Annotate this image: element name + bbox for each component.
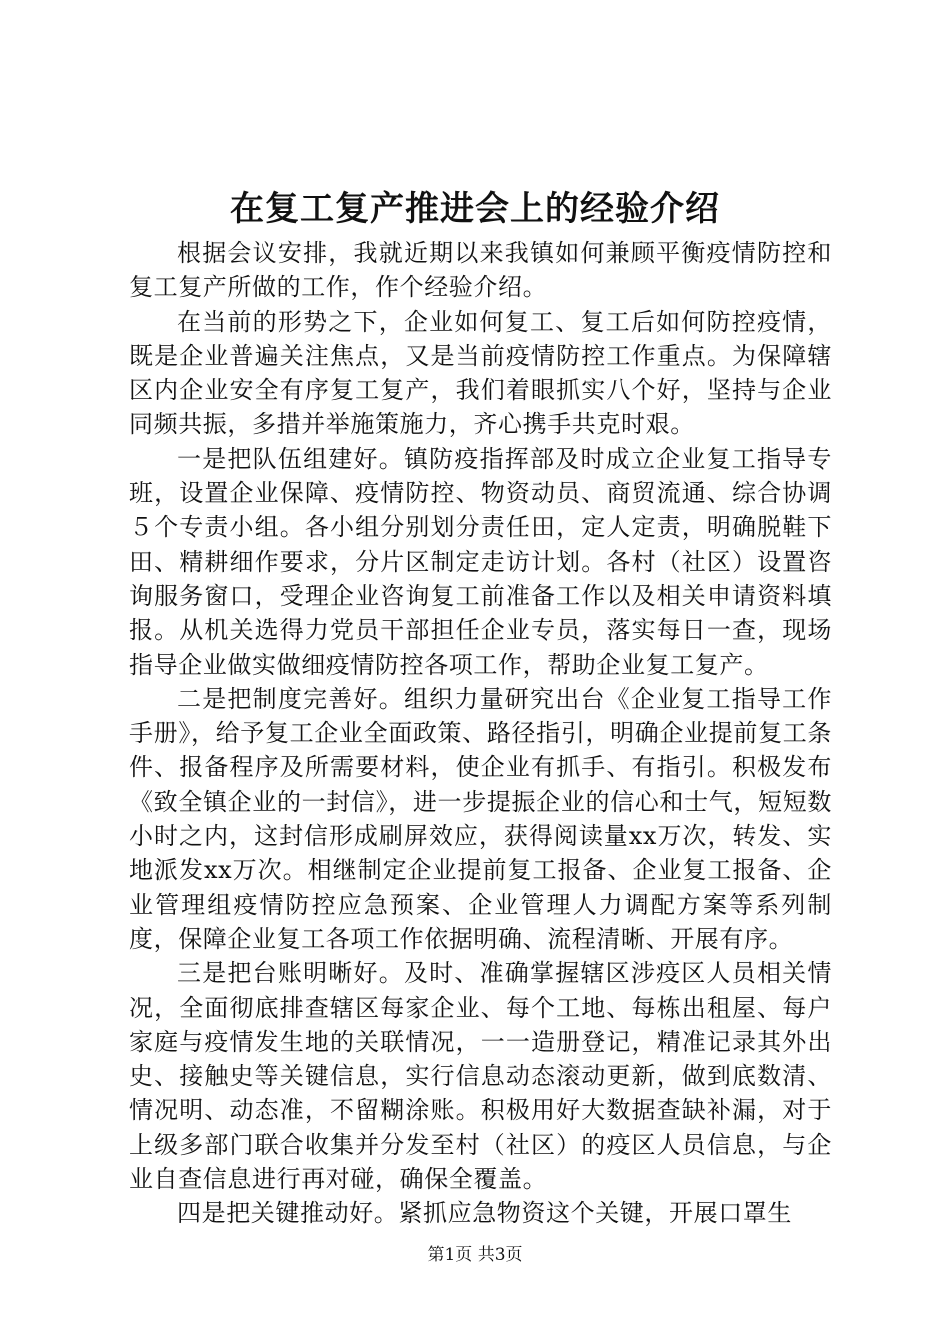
paragraph-system: 二是把制度完善好。组织力量研究出台《企业复工指导工作手册》，给予复工企业全面政策、路径指引，明确企业提前复工条件、报备程序及所需要材料，使企业有抓手、有指引。积极发布《致全镇企业的一封信》，进一步提振企业的信心和士气，短短数小时之内，这封信形成刷屏效应，获得阅读量xx万次，转发、实地派发xx万次。相继制定企业提前复工报备、企业复工报备、企业管理组疫情防控应急预案、企业管理人力调配方案等系列制度，保障企业复工各项工作依据明确、流程清晰、开展有序。 [129, 684, 832, 953]
paragraph-key: 四是把关键推动好。紧抓应急物资这个关键，开展口罩生 [177, 1199, 792, 1228]
paragraph-ledger: 三是把台账明晰好。及时、准确掌握辖区涉疫区人员相关情况，全面彻底排查辖区每家企业、每个工地、每栋出租屋、每户家庭与疫情发生地的关联情况，一一造册登记，精准记录其外出史、接触史等关键信息，实行信息动态滚动更新，做到底数清、情况明、动态准，不留糊涂账。积极用好大数据查缺补漏，对于上级多部门联合收集并分发至村（社区）的疫区人员信息，与企业自查信息进行再对碰，确保全覆盖。 [129, 959, 832, 1194]
paragraph-intro: 根据会议安排，我就近期以来我镇如何兼顾平衡疫情防控和复工复产所做的工作，作个经验介绍。 [129, 239, 832, 302]
document-title: 在复工复产推进会上的经验介绍 [230, 189, 720, 229]
document-body [129, 236, 832, 1231]
page-number: 第1页 共3页 [427, 1245, 523, 1265]
paragraph-team: 一是把队伍组建好。镇防疫指挥部及时成立企业复工指导专班，设置企业保障、疫情防控、物资动员、商贸流通、综合协调５个专责小组。各小组分别划分责任田，定人定责，明确脱鞋下田、精耕细作要求，分片区制定走访计划。各村（社区）设置咨询服务窗口，受理企业咨询复工前准备工作以及相关申请资料填报。从机关选得力党员干部担任企业专员，落实每日一查，现场指导企业做实做细疫情防控各项工作，帮助企业复工复产。 [129, 444, 832, 679]
paragraph-situation: 在当前的形势之下，企业如何复工、复工后如何防控疫情，既是企业普遍关注焦点，又是当前疫情防控工作重点。为保障辖区内企业安全有序复工复产，我们着眼抓实八个好，坚持与企业同频共振，多措并举施策施力，齐心携手共克时艰。 [129, 307, 832, 439]
